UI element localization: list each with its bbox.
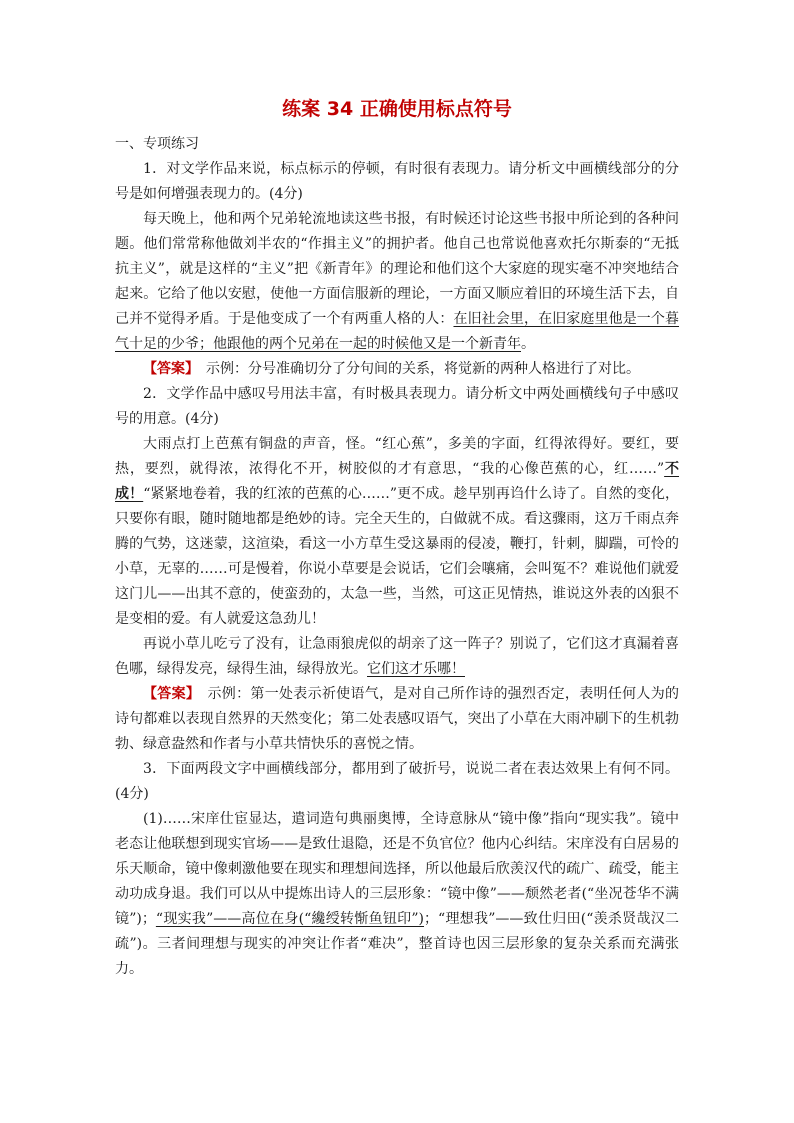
passage-text: “紧紧地卷着，我的红浓的芭蕉的心……”更不成。趁早别再诌什么诗了。自然的变化，只要你有眼，随时随地都是绝妙的诗。完全天生的，白做就不成。看这骤雨，这万千雨点奔腾的气势，这迷蒙，这渲染，看这一小方草生受这暴雨的侵凌，鞭打，针刺，脚踹，可怜的小草，无辜的……可是慢着，你说小草要是会说话，它们会嚷痛，会叫冤不？难说他们就爱这门儿——出其不意的，使蛮劲的，太急一些，当然，可这正见情热，谁说这外表的凶狠不是变相的爱。有人就爱这急劲儿！ bbox=[115, 486, 680, 627]
question-1-answer bbox=[115, 357, 679, 382]
document-page bbox=[115, 96, 679, 982]
question-1-passage bbox=[115, 207, 679, 357]
underlined-text: “现实我”——高位在身(“纔绶转惭鱼钮印”) bbox=[155, 911, 425, 927]
passage-text: 大雨点打上芭蕉有铜盘的声音，怪。“红心蕉”，多美的字面，红得浓得好。要红，要热，要烈，就得浓，浓得化不开，树胶似的才有意思，“我的心像芭蕉的心，红……” bbox=[115, 436, 679, 477]
question-2-answer bbox=[115, 682, 679, 757]
answer-text: 示例：第一处表示祈使语气，是对自己所作诗的强烈否定，表明任何人为的诗句都难以表现自然界的天然变化；第二处表感叹语气，突出了小草在大雨冲刷下的生机勃勃、绿意盎然和作者与小草共情快乐的喜悦之情。 bbox=[115, 686, 680, 752]
section-heading: 一、专项练习 bbox=[115, 136, 199, 152]
passage-text: ；“理想我”——致仕归田(“羡杀贤哉汉二疏”)。三者间理想与现实的冲突让作者“难决”，整首诗也因三层形象的复杂关系而充满张力。 bbox=[115, 911, 679, 977]
passage-text: (1)……宋庠仕宦显达，遣词造句典丽奥博，全诗意脉从“镜中像”指向“现实我”。镜中老态让他联想到现实官场——是致仕退隐，还是不负官位？他内心纠结。宋庠没有白居易的乐天顺命，镜中像刺激他要在现实和理想间选择，所以他最后欣羡汉代的疏广、疏受，能主动功成身退。我们可以从中提炼出诗人的三层形象：“镜中像”——颓然老者(“坐况苍华不满镜”)； bbox=[115, 811, 679, 927]
underlined-text: 在旧社会里，在旧家庭里他是一个暮气十足的少爷；他跟他的两个兄弟在一起的时候他又是一个新青年 bbox=[115, 311, 680, 352]
passage-text: 。 bbox=[521, 336, 535, 352]
underlined-text: 不成！ bbox=[115, 461, 680, 502]
passage-text: 每天晚上，他和两个兄弟轮流地读这些书报，有时候还讨论这些书报中所论到的各种问题。他们常常称他做刘半农的“作揖主义”的拥护者。他自己也常说他喜欢托尔斯泰的“无抵抗主义”，就是这样的“主义”把《新青年》的理论和他们这个大家庭的现实毫不冲突地结合起来。它给了他以安慰，使他一方面信服新的理论，一方面又顺应着旧的环境生活下去，自己并不觉得矛盾。于是他变成了一个有两重人格的人： bbox=[115, 211, 679, 327]
answer-text: 示例：分号准确切分了分句间的关系，将觉新的两种人格进行了对比。 bbox=[192, 361, 640, 377]
question-2-passage-1 bbox=[115, 432, 679, 632]
question-3-prompt: 3．下面两段文字中画横线部分，都用到了破折号，说说二者在表达效果上有何不同。(4分) bbox=[115, 761, 679, 802]
page-title: 练案 34 正确使用标点符号 bbox=[282, 98, 512, 120]
question-1-prompt: 1．对文学作品来说，标点标示的停顿，有时很有表现力。请分析文中画横线部分的分号是如何增强表现力的。(4分) bbox=[115, 161, 679, 202]
question-2-prompt: 2．文学作品中感叹号用法丰富，有时极具表现力。请分析文中两处画横线句子中感叹号的用意。(4分) bbox=[115, 386, 679, 427]
passage-text: 再说小草儿吃亏了没有，让急雨狼虎似的胡亲了这一阵子？别说了，它们这才真漏着喜色哪，绿得发亮，绿得生油，绿得放光。 bbox=[115, 636, 679, 677]
answer-tag: 【答案】 bbox=[143, 686, 194, 702]
question-3-passage-1 bbox=[115, 807, 679, 982]
question-2-passage-2 bbox=[115, 632, 679, 682]
underlined-text: 它们这才乐哪！ bbox=[367, 661, 465, 677]
answer-tag: 【答案】 bbox=[143, 361, 192, 377]
